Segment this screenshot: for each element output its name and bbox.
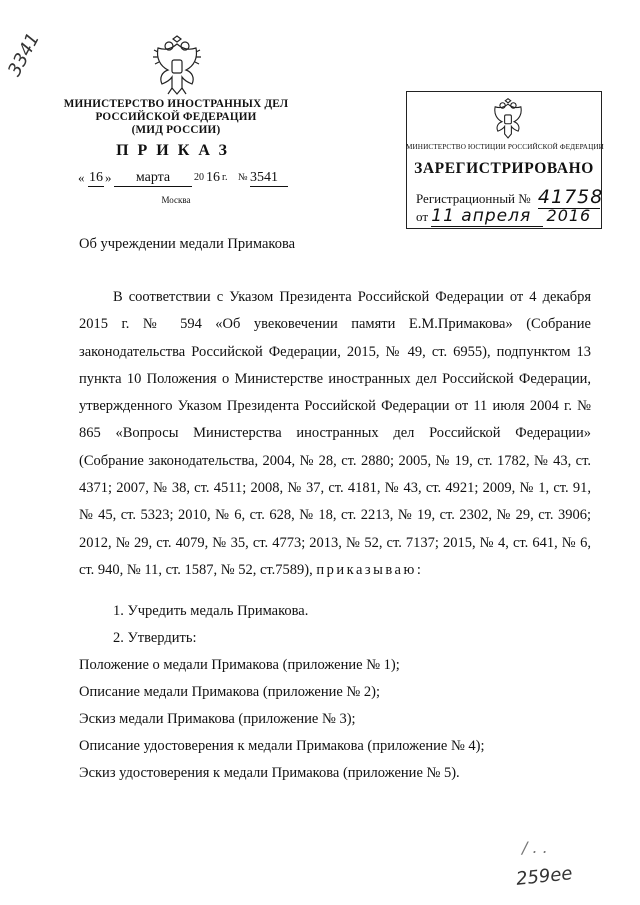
stamp-date-value: 11 апреля xyxy=(431,206,543,227)
preamble-paragraph xyxy=(79,284,591,584)
stamp-registration-label: Регистрационный № xyxy=(416,191,531,206)
stamp-registration-number: 41758 xyxy=(537,186,604,208)
handwritten-bottom-mark: / . . xyxy=(522,838,548,857)
date-year-prefix: 20 xyxy=(194,172,204,183)
ministry-line-3: (МИД РОССИИ) xyxy=(131,124,221,136)
order-number: 3541 xyxy=(250,170,288,187)
date-open-quote: « xyxy=(78,170,85,185)
number-label: № xyxy=(238,172,248,183)
list-item: 2. Утвердить: xyxy=(113,630,197,646)
ministry-line-2: РОССИЙСКОЙ ФЕДЕРАЦИИ xyxy=(95,111,257,123)
date-year-suffix: 16 xyxy=(206,170,220,185)
order-word: приказываю: xyxy=(316,561,424,578)
stamp-date-prefix: от xyxy=(416,209,429,224)
date-close-quote: » xyxy=(105,170,112,185)
list-item: 1. Учредить медаль Примакова. xyxy=(113,603,309,619)
order-items xyxy=(79,598,485,787)
document-type: ПРИКАЗ xyxy=(116,142,236,159)
stamp-date-line xyxy=(416,206,600,230)
stamp-ministry-name: МИНИСТЕРСТВО ЮСТИЦИИ РОССИЙСКОЙ ФЕДЕРАЦИИ xyxy=(406,143,604,151)
list-item: Положение о медали Примакова (приложение № 1); xyxy=(79,657,400,673)
handwritten-corner-note: 3341 xyxy=(4,29,45,80)
date-day: 16 xyxy=(89,170,103,185)
order-date-line xyxy=(78,170,288,190)
document-title: Об учреждении медали Примакова xyxy=(79,236,296,252)
list-item: Эскиз медали Примакова (приложение № 3); xyxy=(79,711,356,727)
handwritten-bottom-note: 259ее xyxy=(515,863,574,890)
preamble-text: В соответствии с Указом Президента Российской Федерации от 4 декабря 2015 г. № 594 «Об увековечении памяти Е.М.Примакова» (Собрание законодательства Российской Федерации, 2015, № 49, ст. 6955), подпунктом 13 пункта 10 Положения о Министерстве иностранных дел Российской Федерации, утвержденного Указом Президента Российской Федерации от 11 июля 2004 г. № 865 «Вопросы Министерства иностранных дел Российской Федерации» (Собрание законодательства, 2004, № 28, ст. 2880; 2005, № 19, ст. 1782, № 43, ст. 4371; 2007, № 38, ст. 4511; 2008, № 37, ст. 4181, № 43, ст. 4921; 2009, № 1, ст. 91, № 45, ст. 5323; 2010, № 6, ст. 628, № 18, ст. 2213, № 19, ст. 2302, № 29, ст. 3906; 2012, № 29, ст. 4079, № 35, ст. 4773; 2013, № 52, ст. 7137; 2015, № 4, ст. 641, № 6, ст. 940, № 11, ст. 1587, № 52, ст.7589), xyxy=(79,289,591,578)
list-item: Описание удостоверения к медали Примакова (приложение № 4); xyxy=(79,738,485,754)
ministry-name xyxy=(62,98,290,137)
city: Москва xyxy=(161,195,191,205)
coat-of-arms-icon xyxy=(150,32,204,100)
ministry-line-1: МИНИСТЕРСТВО ИНОСТРАННЫХ ДЕЛ xyxy=(63,98,289,110)
stamp-date-year: 2016 xyxy=(546,206,592,225)
date-year-unit: г. xyxy=(222,172,228,183)
stamp-registration-number-line xyxy=(416,186,604,208)
stamp-coat-of-arms-icon xyxy=(488,96,528,142)
list-item: Описание медали Примакова (приложение № 2); xyxy=(79,684,381,700)
list-item: Эскиз удостоверения к медали Примакова (приложение № 5). xyxy=(79,765,460,781)
date-month: марта xyxy=(114,170,192,187)
stamp-status: ЗАРЕГИСТРИРОВАНО xyxy=(414,160,594,177)
